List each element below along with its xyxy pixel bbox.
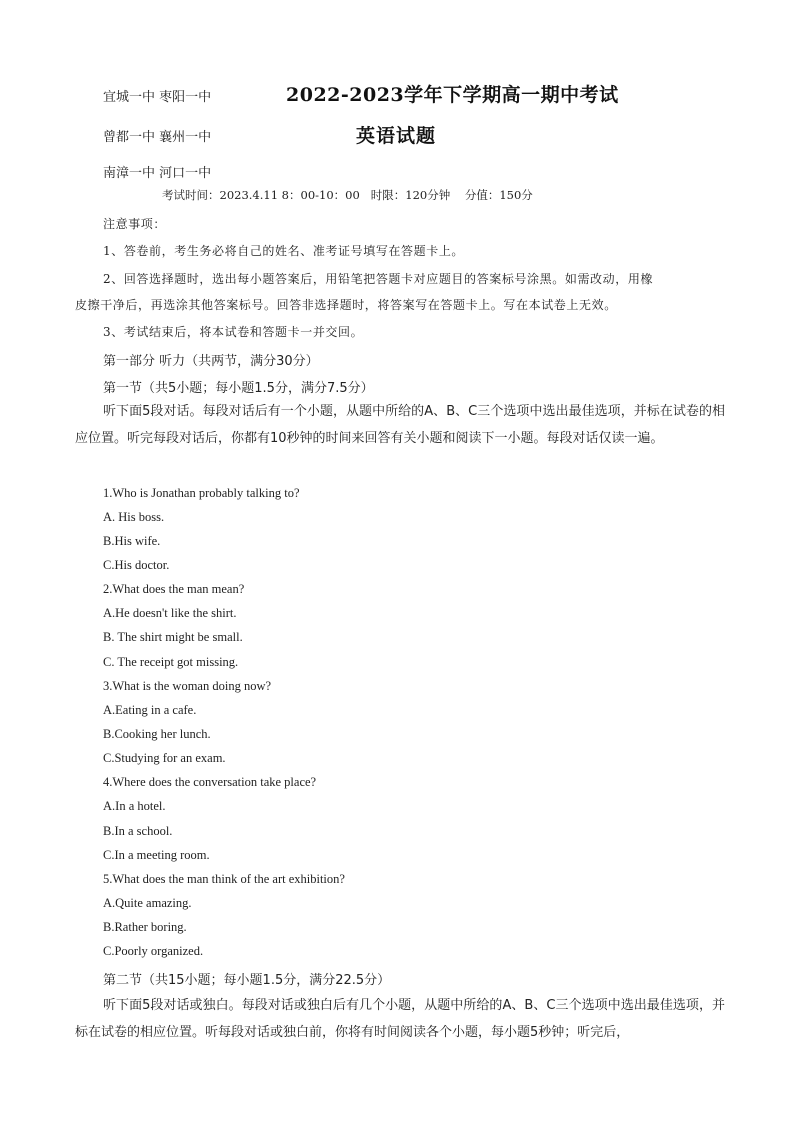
question-2-stem: 2.What does the man mean?	[103, 582, 245, 596]
question-1-option-b: B.His wife.	[103, 534, 161, 548]
question-5-option-c: C.Poorly organized.	[103, 944, 204, 958]
question-1-stem: 1.Who is Jonathan probably talking to?	[103, 486, 300, 500]
notice-item-2b: 皮擦干净后，再选涂其他答案标号。回答非选择题时，将答案写在答题卡上。写在本试卷上无效。	[75, 298, 617, 312]
question-5-option-a: A.Quite amazing.	[103, 896, 192, 910]
notice-heading: 注意事项：	[103, 217, 167, 231]
question-2-option-a: A.He doesn't like the shirt.	[103, 606, 237, 620]
notice-item-2a: 2、回答选择题时，选出每小题答案后，用铅笔把答题卡对应题目的答案标号涂黑。如需改动，用橡	[103, 272, 654, 286]
question-4-stem: 4.Where does the conversation take place?	[103, 775, 317, 789]
question-3-option-a: A.Eating in a cafe.	[103, 703, 197, 717]
exam-subject: 英语试题	[356, 125, 437, 147]
question-2-option-b: B. The shirt might be small.	[103, 630, 243, 644]
exam-info: 考试时间：2023.4.11 8：00-10：00 时限：120分钟 分值：150分	[162, 188, 533, 202]
exam-header	[0, 0, 794, 202]
question-5-stem: 5.What does the man think of the art exhibition?	[103, 872, 345, 886]
question-2-option-c: C. The receipt got missing.	[103, 655, 239, 669]
section2-heading: 第二节（共15小题；每小题1.5分，满分22.5分）	[103, 973, 391, 988]
question-1-option-a: A. His boss.	[103, 510, 165, 524]
question-4-option-c: C.In a meeting room.	[103, 848, 210, 862]
school-line-3: 南漳一中 河口一中	[103, 166, 212, 181]
school-line-2: 曾都一中 襄州一中	[103, 130, 212, 145]
part1-heading: 第一部分 听力（共两节，满分30分）	[103, 354, 319, 369]
notice-item-3: 3、考试结束后，将本试卷和答题卡一并交回。	[103, 325, 364, 339]
section1-heading: 第一节（共5小题；每小题1.5分，满分7.5分）	[103, 381, 374, 396]
question-1-option-c: C.His doctor.	[103, 558, 170, 572]
exam-title: 2022-2023学年下学期高一期中考试	[286, 84, 619, 106]
section1-instructions: 听下面5段对话。每段对话后有一个小题，从题中所给的A、B、C三个选项中选出最佳选项，并标在试卷的相应位置。听完每段对话后，你都有10秒钟的时间来回答有关小题和阅读下一小题。每段对话仅读一遍。	[75, 404, 725, 446]
question-3-option-c: C.Studying for an exam.	[103, 751, 226, 765]
notice-item-1: 1、答卷前，考生务必将自己的姓名、准考证号填写在答题卡上。	[103, 244, 465, 258]
school-line-1: 宜城一中 枣阳一中	[103, 90, 212, 105]
section2-instructions: 听下面5段对话或独白。每段对话或独白后有几个小题，从题中所给的A、B、C三个选项中选出最佳选项，并标在试卷的相应位置。听每段对话或独白前，你将有时间阅读各个小题，每小题5秒钟；听完后，	[75, 998, 725, 1040]
question-3-option-b: B.Cooking her lunch.	[103, 727, 211, 741]
question-4-option-b: B.In a school.	[103, 824, 173, 838]
question-3-stem: 3.What is the woman doing now?	[103, 679, 272, 693]
question-5-option-b: B.Rather boring.	[103, 920, 187, 934]
question-4-option-a: A.In a hotel.	[103, 799, 166, 813]
